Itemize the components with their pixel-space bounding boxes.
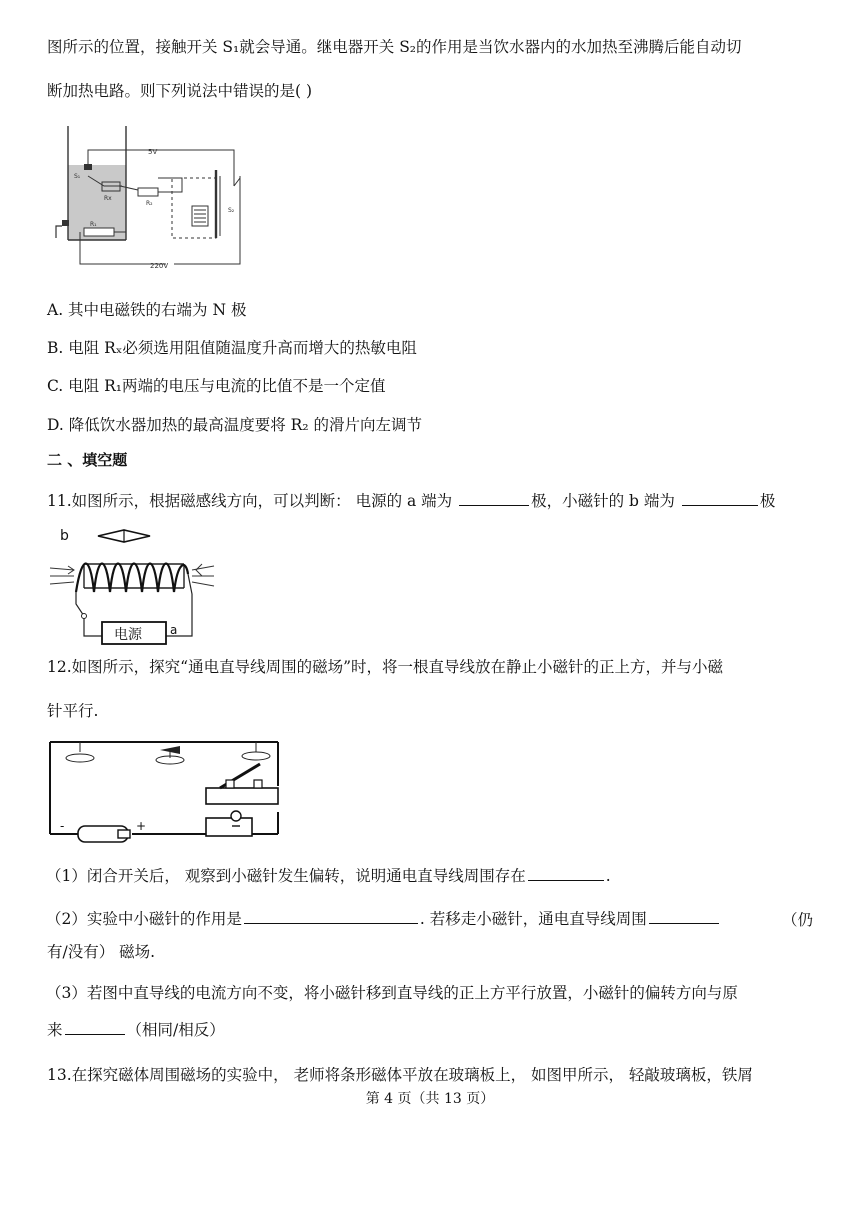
- label-r1: R₁: [90, 221, 97, 228]
- q12-sub2: （2）实验中小磁针的作用是 . 若移走小磁针，通电直导线周围: [46, 908, 721, 929]
- q13-line-1: 13.在探究磁体周围磁场的实验中， 老师将条形磁体平放在玻璃板上， 如图甲所示， 轻敲玻璃板，铁屑: [47, 1066, 753, 1084]
- solenoid-label-a: a: [170, 623, 178, 637]
- solenoid-figure: [46, 524, 218, 646]
- dispenser-circuit-figure: [54, 120, 264, 280]
- q12-line-2: 针平行.: [47, 702, 99, 720]
- label-s1: S₁: [74, 173, 81, 180]
- q12-line-1: 12.如图所示，探究“通电直导线周围的磁场”时，将一根直导线放在静止小磁针的正上方，并与小磁: [47, 658, 724, 676]
- section-heading: 二 、填空题: [47, 451, 128, 469]
- label-rx: Rx: [104, 195, 112, 202]
- q11-text: 11.如图所示，根据磁感线方向，可以判断： 电源的 a 端为 极，小磁针的 b 端为 极: [47, 492, 776, 510]
- q12-blank-3[interactable]: [649, 908, 719, 924]
- q12-sub3-line-2: 来 （相同/相反）: [47, 1021, 225, 1039]
- label-r2: R₂: [146, 200, 153, 207]
- q12-sub2-line-2: 有/没有） 磁场.: [47, 943, 156, 961]
- page-footer: 第 4 页（共 13 页）: [365, 1091, 495, 1107]
- label-s2: S₂: [228, 207, 235, 214]
- battery-minus-label: -: [60, 819, 65, 833]
- power-source-label: 电源: [114, 627, 142, 643]
- option-a: A. 其中电磁铁的右端为 N 极: [47, 301, 247, 319]
- q12-blank-1[interactable]: [528, 865, 604, 881]
- label-220v: 220V: [150, 262, 169, 270]
- q12-sub2-end: （仍: [781, 911, 813, 929]
- q12-sub3-line-1: （3）若图中直导线的电流方向不变，将小磁针移到直导线的正上方平行放置，小磁针的偏转方向与原: [46, 984, 738, 1002]
- battery-plus-label: +: [136, 819, 147, 833]
- q11-blank-2[interactable]: [682, 490, 758, 506]
- q12-sub1: （1）闭合开关后， 观察到小磁针发生偏转，说明通电直导线周围存在 .: [46, 867, 611, 885]
- intro-line-1: 图所示的位置，接触开关 S₁就会导通。继电器开关 S₂的作用是当饮水器内的水加热至沸腾后能自动切: [47, 38, 742, 56]
- q12-blank-2[interactable]: [244, 908, 418, 924]
- q11-blank-1[interactable]: [459, 490, 529, 506]
- option-c: C. 电阻 R₁两端的电压与电流的比值不是一个定值: [47, 377, 386, 395]
- option-b: B. 电阻 Rₓ必须选用阻值随温度升高而增大的热敏电阻: [47, 339, 417, 357]
- label-5v: 5V: [148, 148, 158, 156]
- solenoid-label-b: b: [60, 528, 69, 544]
- wire-experiment-figure: [46, 732, 282, 844]
- option-d: D. 降低饮水器加热的最高温度要将 R₂ 的滑片向左调节: [47, 416, 422, 434]
- q11-number: 11.: [47, 492, 72, 510]
- intro-line-2: 断加热电路。则下列说法中错误的是( ): [47, 82, 313, 100]
- q12-blank-4[interactable]: [65, 1019, 125, 1035]
